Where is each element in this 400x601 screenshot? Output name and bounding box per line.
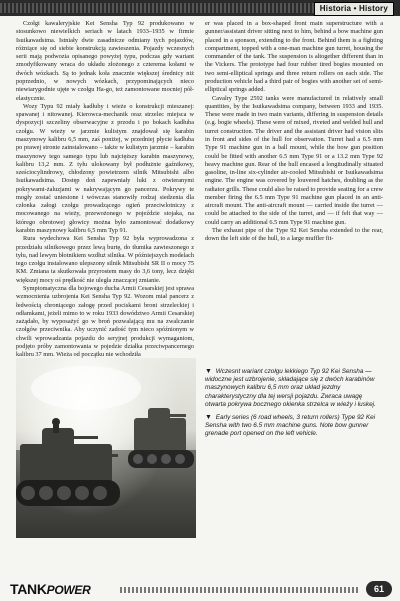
caption-english-text: Early series (6 road wheels, 3 return rollers) Type 92 Kei Sensha with two 6.5 mm machine guns. Note bow gunner grenade port opened on the left vehicle. xyxy=(205,414,376,438)
page-footer xyxy=(0,579,400,601)
right-paragraph-2: Cavalry Type 2592 tanks were manufactured in relatively small quantities, by the Isuikawadsima company, between 1933 and 1935. These were made in two main variants, differing in suspension details (e.g. bogie wheels). These were of mixed, riveted and welded hull and turret construction. The driver and the assistant driver had vision slits in front and sides of the hull for observation. Turret had a 6.5 mm Type 91 machine gun in a ball mount, while the bow gun position could be fitted with another 6.5 mm Type 91 or a 13.2 mm Type 92 heavy machine gun. Rear of the hull encased a longitudinally situated gasoline, in-line six-cylinder air-cooled Mitsubishi or Isuikawadsima engine. The engine was covered by louvered hatches, doubling as the radiator grills. These could also be raised to provide seating for a crew member firing the 6.5 mm Type 91 machine gun placed in an anti-aircraft mount. The anti-aircraft mount — carried inside the turret — could be attached to the side of the turret, and — if felt that way — could carry an additional 6.5 mm Type 91 machine gun. xyxy=(205,94,383,226)
logo-main-text: TANK xyxy=(10,581,47,597)
right-paragraph-1: er was placed in a box-shaped front main superstructure with a gunner/assistant driver sitting next to him, behind a bow machine gun placed in a sponson, extending to the front. Behind them is a fighting compartment, topped with a one-man machine gun turret, housing the commander of the tank. The suspension is altogether different than in the Vickers. The prototype had four rubber tired bogies mounted on two semi-elliptical springs and three return rollers on each side. The production vehicle had a third pair of bogies with another set of semi-elliptical springs added. xyxy=(205,20,383,94)
top-header-bar xyxy=(0,0,400,16)
right-paragraph-3: The exhaust pipe of the Type 92 Kei Sensha extended to the rear, down the left side of the hull, to a large muffler fit- xyxy=(205,227,383,243)
triangle-down-icon: ▼ xyxy=(205,414,212,422)
left-paragraph-1: Czołgi kawaleryjskie Kei Sensha Typ 92 produkowano w stosunkowo niewielkich seriach w latach 1933–1935 w firmie Isuikawadsima. Istniały dwie zasadnicze odmiany tych pojazdów, różniące się od siebie konstrukcją zawieszenia. Pojazdy wczesnych serii mają podwozia opisanego powyżej typu, podczas gdy wariant zmodyfikowany wraca do układu złożonego z czterema kołami w dwóch wózkach. Są to jednak koła znacznie większej średnicy niż poprzednio, w nowych wózkach, przypominających nieco niewiarygodnie ujęte w czołgu Ha-go, też zamontowane mocniej pół-elastycznie. xyxy=(16,20,194,102)
section-tag: Historia • History xyxy=(314,2,394,16)
photo-captions xyxy=(205,368,383,444)
footer-stripe-decoration xyxy=(120,587,360,593)
left-paragraph-3: Rura wydechowa Kei Sensha Typ 92 była wyprowadzona z przedziału silnikowego przez lewą burtę, do tłumika zawieszonego z tyłu, nad lewym błotnikiem wzdłuż silnika. W późniejszych modelach tego czołgu instalowano ulepszony silnik Mitsubishi SR II o mocy 75 KM. Zmiana ta skutkowała przyrostem masy do 3,6 tony, lecz dzięki większej mocy oś prędkość nie uległa znaczącej zmianie. xyxy=(16,235,194,284)
header-stripe-decoration xyxy=(0,3,330,13)
logo-sub-text: POWER xyxy=(46,583,91,597)
triangle-down-icon: ▼ xyxy=(205,368,212,375)
tank-photo xyxy=(16,358,196,538)
caption-english xyxy=(205,414,383,439)
magazine-logo xyxy=(10,579,91,600)
caption-polish xyxy=(205,368,383,409)
left-paragraph-2: Wozy Typu 92 miały kadłuby i wieże o konstrukcji mieszanej: spawanej i nitowanej. Kierowca-mechanik oraz strzelec miejsca w dyspozycji szczeliny obserwacyjne z przodu i po bokach kadłuba czołgu. W wieży w jarzmie kulistym znajdował się karabin maszynowy kalibru 6,5 mm, zaś poniżej, w przedniej płycie kadłuba po prawej stronie zainstalowano – także w kulistym jarzmie – karabin maszynowy tego samego typu lub najcięższy karabin maszynowy, kalibru 13,2 mm. Z tyłu ulokowany był podłużnie gaźnikowy, sześciocylindrowy, chłodzony powietrzem silnik Mitsubishi albo Isuikawadsima. Dostęp doń zapewniały luki z otwieranymi pokrywami-żaluzjami w nakrywającym go pancerzu. Pokrywy te mogły zostać uniesione i wówczas stanowiły rodzaj siedzenia dla członka załogi czołgu prowadzącego ogień przeciwlotniczy z mocowanego na wieży, przewożonego w pojeździe stojaka, na którego obrotowej głowicy można było zamontować dodatkowy karabin maszynowy kalibru 6,5 mm Typ 91. xyxy=(16,102,194,235)
tank-photo-illustration xyxy=(16,358,196,538)
right-text-column xyxy=(205,20,383,520)
caption-polish-text: Wczesnt wariant czołgu lekkiego Typ 92 Kei Sensha — widoczne jest uzbrojenie, składające się z dwóch karabinów maszynowych kalibru 6,5 mm oraz układ jezdny charakterystyczny dla tej wersji pojazdu. Zwraca uwagę otwarta pokrywa bocznego okienka strzelca w wieży i łuskej. xyxy=(205,368,376,408)
page-number: 61 xyxy=(366,581,392,597)
left-paragraph-4: Symptomatyczna dla bojowego ducha Armii Cesarskiej jest sprawa wzmocnienia uzbrojenia Kei Sensha Typ 92. Wozom miał pancerz z łedwością chroniącego załogę przed pociskami broni strzeleckiej i odłamkami, jeżeli mimo to w roku 1933 dowództwo Armii Cesarskiej zażądało, by wyposażyć go w broń pozwalającą mu na zwalczanie czołgów przeciwnika. Aby uczynić zadość tym nieco spóźnionym w chwili wprowadzania pojazdu do seryjnej produkcji wymaganiom, podjęto próby zamontowania w pojedzie działka przeciwpancernego kalibru 37 mm. Wieża od początku nie wchodziła xyxy=(16,285,194,359)
